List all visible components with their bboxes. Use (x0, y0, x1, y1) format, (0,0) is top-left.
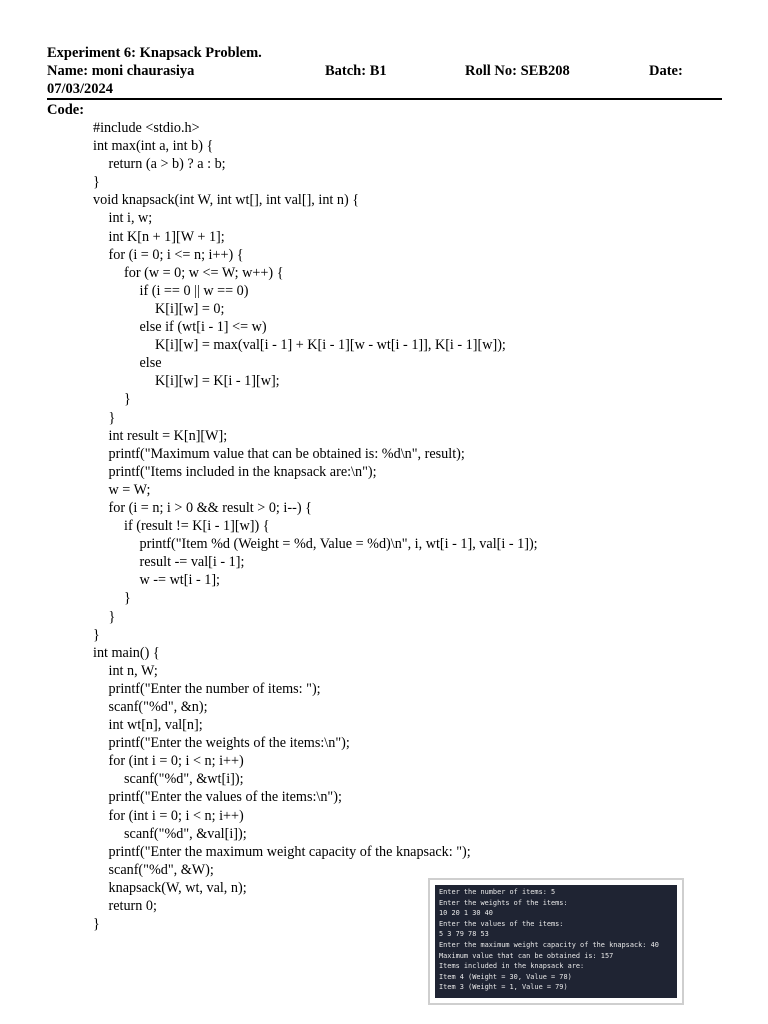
code-line: return (a > b) ? a : b; (108, 156, 226, 173)
code-line: K[i][w] = 0; (155, 300, 225, 317)
terminal-line: Item 3 (Weight = 1, Value = 79) (439, 983, 568, 992)
code-line: } (124, 391, 131, 408)
terminal-line: Enter the number of items: 5 (439, 888, 556, 896)
code-line: return 0; (108, 898, 157, 915)
code-line: scanf("%d", &wt[i]); (124, 771, 244, 788)
code-line: else if (wt[i - 1] <= w) (139, 319, 267, 336)
code-line: knapsack(W, wt, val, n); (108, 879, 247, 896)
code-line: int K[n + 1][W + 1]; (108, 228, 225, 245)
code-line: scanf("%d", &n); (108, 699, 208, 715)
code-line: void knapsack(int W, int wt[], int val[], int n) { (93, 192, 360, 209)
code-label: Code: (47, 102, 85, 118)
code-line: printf("Maximum value that can be obtained is: %d\n", result); (108, 445, 465, 462)
code-line: } (93, 174, 100, 191)
code-line: } (93, 916, 100, 933)
terminal-line: 10 20 1 30 40 (439, 909, 493, 918)
terminal-output (435, 885, 677, 998)
terminal-line: Maximum value that can be obtained is: 157 (439, 951, 614, 960)
header-divider (47, 98, 722, 100)
code-line: } (124, 590, 131, 607)
terminal-line: Enter the maximum weight capacity of the knapsack: 40 (439, 940, 659, 949)
terminal-line: Enter the values of the items: (439, 919, 564, 928)
code-line: for (int i = 0; i < n; i++) (108, 753, 244, 770)
code-line: } (108, 409, 116, 426)
code-line: for (int i = 0; i < n; i++) (108, 807, 244, 824)
code-line: w = W; (108, 481, 151, 498)
terminal-line: Items included in the knapsack are: (439, 962, 585, 971)
code-line: scanf("%d", &val[i]); (124, 825, 247, 842)
experiment-title: Experiment 6: Knapsack Problem. (47, 45, 262, 61)
date-row (47, 80, 722, 98)
code-line: K[i][w] = max(val[i - 1] + K[i - 1][w - wt[i - 1]], K[i - 1][w]); (155, 337, 506, 354)
code-line: scanf("%d", &W); (108, 861, 214, 878)
batch: Batch: B1 (325, 63, 387, 79)
code-line: printf("Items included in the knapsack are:\n"); (108, 463, 377, 480)
code-line: int wt[n], val[n]; (108, 717, 203, 734)
code-block (93, 119, 538, 933)
document-header (47, 44, 722, 98)
code-line: } (93, 626, 100, 643)
code-line: printf("Item %d (Weight = %d, Value = %d)\n", i, wt[i - 1], val[i - 1]); (139, 536, 538, 553)
code-line: if (i == 0 || w == 0) (139, 282, 249, 299)
code-line: w -= wt[i - 1]; (139, 572, 220, 589)
code-line: printf("Enter the number of items: "); (108, 680, 321, 697)
terminal-line: Item 4 (Weight = 30, Value = 78) (439, 972, 572, 981)
code-line: printf("Enter the values of the items:\n"); (108, 789, 342, 806)
code-line: int n, W; (108, 662, 158, 679)
student-name: Name: moni chaurasiya (47, 63, 195, 79)
terminal-line: Enter the weights of the items: (439, 898, 568, 907)
code-line: int result = K[n][W]; (108, 427, 228, 444)
code-line: if (result != K[i - 1][w]) { (124, 518, 270, 535)
code-line: for (i = n; i > 0 && result > 0; i--) { (108, 499, 312, 516)
code-line: else (139, 355, 162, 372)
code-line: for (w = 0; w <= W; w++) { (124, 264, 284, 281)
code-line: int max(int a, int b) { (93, 138, 214, 155)
student-info-row (47, 62, 722, 80)
code-line: result -= val[i - 1]; (139, 554, 245, 571)
date-label: Date: (649, 63, 683, 79)
code-line: printf("Enter the maximum weight capacity of the knapsack: "); (108, 843, 471, 860)
roll-number: Roll No: SEB208 (465, 63, 570, 79)
terminal-line: 5 3 79 78 53 (439, 930, 489, 939)
code-line: } (108, 608, 116, 625)
code-line: for (i = 0; i <= n; i++) { (108, 246, 244, 263)
experiment-title-row (47, 44, 722, 62)
code-line: int i, w; (108, 210, 153, 227)
output-screenshot (428, 878, 684, 1005)
date-value: 07/03/2024 (47, 81, 114, 97)
code-line: printf("Enter the weights of the items:\n"); (108, 735, 350, 752)
code-line: int main() { (93, 644, 160, 661)
code-line: #include <stdio.h> (93, 120, 200, 136)
code-line: K[i][w] = K[i - 1][w]; (155, 373, 280, 390)
